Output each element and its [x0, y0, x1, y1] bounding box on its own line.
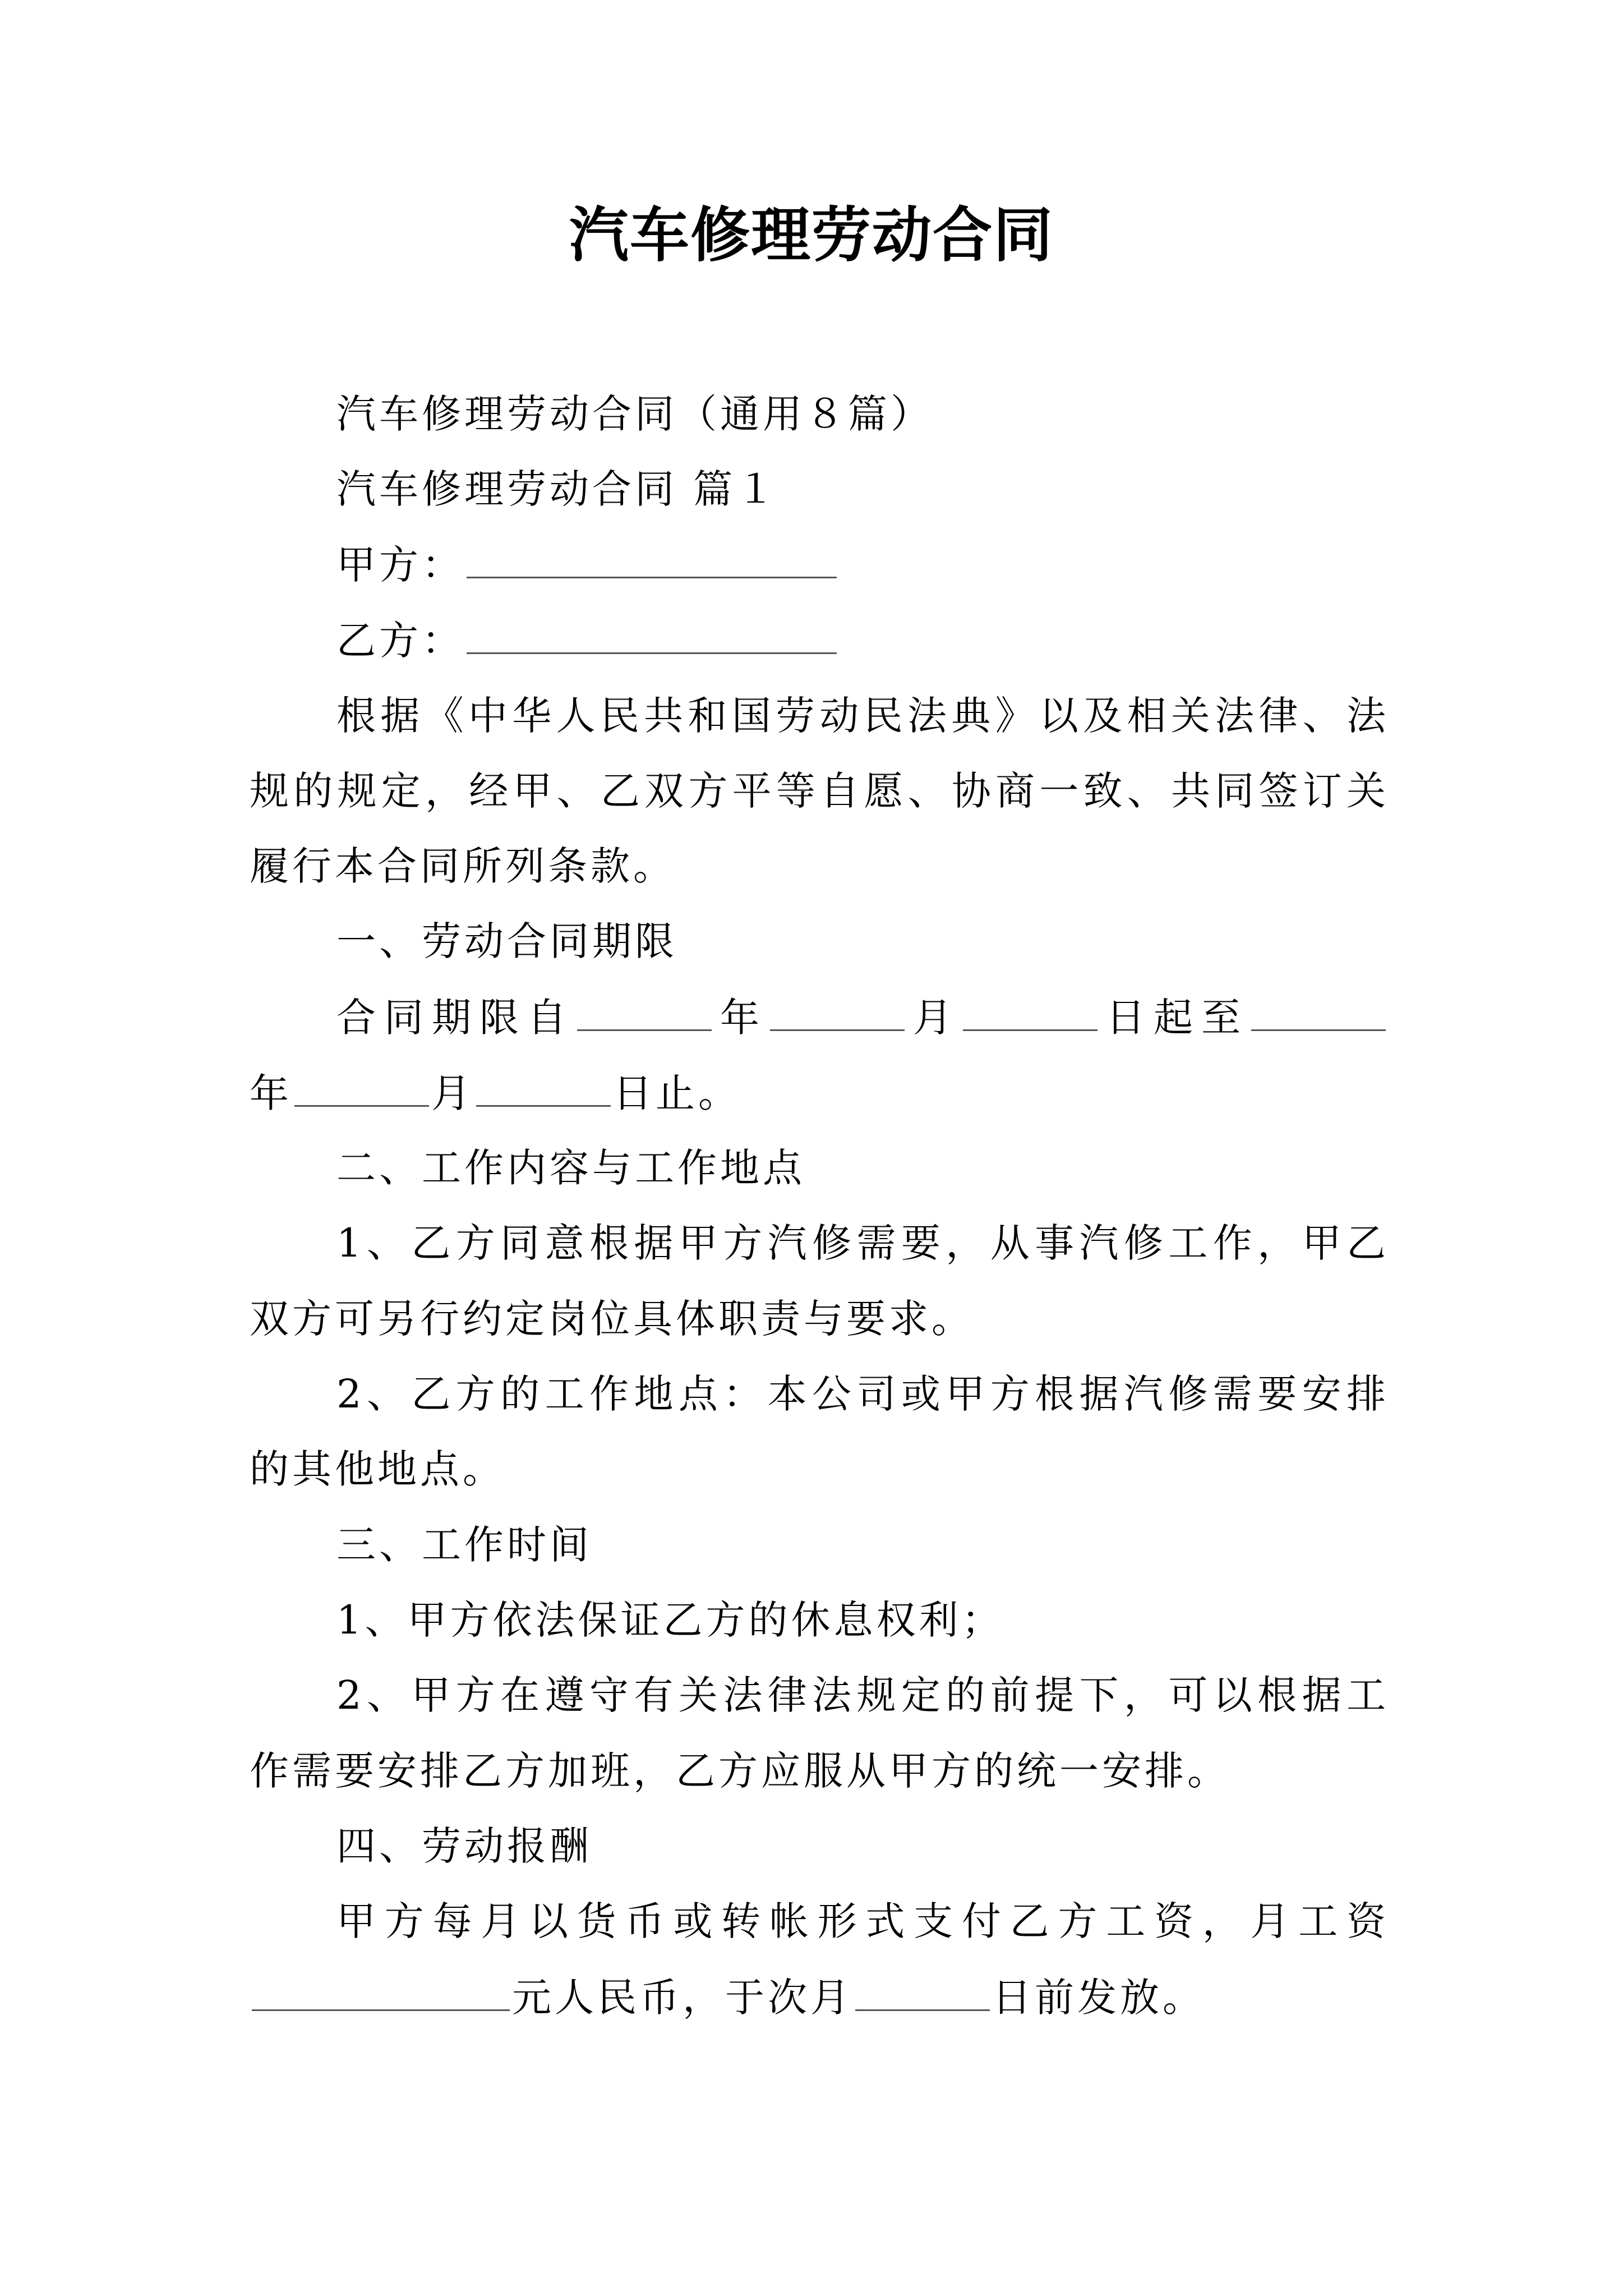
blank-field: [1251, 990, 1386, 1031]
blank-field: [294, 1066, 429, 1107]
term-month-label: 月: [431, 1070, 474, 1116]
paragraph-line: 根据《中华人民共和国劳动民法典》以及相关法律、法: [336, 693, 1388, 739]
paragraph-line: 规的规定，经甲、乙双方平等自愿、协商一致、共同签订关: [250, 768, 1388, 814]
paragraph-line: 1、甲方依法保证乙方的休息权利；: [336, 1597, 1004, 1643]
blank-field: [963, 990, 1098, 1031]
term-prefix: 合同期限自: [336, 995, 575, 1041]
term-day-label: 日起至: [1100, 995, 1249, 1041]
section-heading: 一、劳动合同期限: [336, 918, 677, 964]
blank-field: [476, 1066, 611, 1107]
term-month-label: 月: [907, 995, 961, 1041]
section-heading: 三、工作时间: [336, 1522, 592, 1568]
page-title: 汽车修理劳动合同: [569, 201, 1054, 270]
term-year-label: 年: [250, 1070, 292, 1116]
party-a-line: [250, 537, 1388, 591]
paragraph-line: 2、乙方的工作地点：本公司或甲方根据汽修需要安排: [336, 1371, 1388, 1417]
party-a-blank: [467, 537, 837, 578]
paragraph-line: 的其他地点。: [250, 1446, 505, 1492]
salary-line: [250, 1970, 1388, 2024]
term-year-label: 年: [714, 995, 768, 1041]
party-b-line: [250, 613, 1388, 667]
paragraph-line: 作需要安排乙方加班，乙方应服从甲方的统一安排。: [250, 1748, 1230, 1794]
paragraph-line: 甲方每月以货币或转帐形式支付乙方工资，月工资: [336, 1898, 1388, 1944]
section-heading: 二、工作内容与工作地点: [336, 1145, 805, 1191]
blank-field: [855, 1970, 990, 2011]
paragraph-line: 2、甲方在遵守有关法律法规定的前提下，可以根据工: [336, 1672, 1388, 1718]
blank-field: [252, 1970, 510, 2011]
party-a-label: 甲方：: [336, 542, 464, 588]
salary-suffix-label: 日前发放。: [992, 1975, 1205, 2021]
paragraph-line: 1、乙方同意根据甲方汽修需要，从事汽修工作，甲乙: [336, 1220, 1388, 1266]
salary-currency-label: 元人民币，于次月: [512, 1975, 853, 2021]
paragraph-line: 履行本合同所列条款。: [250, 843, 676, 889]
section-heading: 四、劳动报酬: [336, 1823, 592, 1869]
paragraph-line: 双方可另行约定岗位具体职责与要求。: [250, 1296, 974, 1342]
term-day-label: 日止。: [613, 1070, 741, 1116]
term-line-2: [250, 1066, 1388, 1120]
party-b-blank: [467, 613, 837, 654]
term-line-1: [250, 990, 1388, 1044]
blank-field: [577, 990, 712, 1031]
section-heading-part1: 汽车修理劳动合同 篇１: [336, 466, 779, 512]
blank-field: [770, 990, 905, 1031]
subtitle-line: 汽车修理劳动合同（通用８篇）: [336, 391, 933, 437]
party-b-label: 乙方：: [336, 618, 464, 664]
